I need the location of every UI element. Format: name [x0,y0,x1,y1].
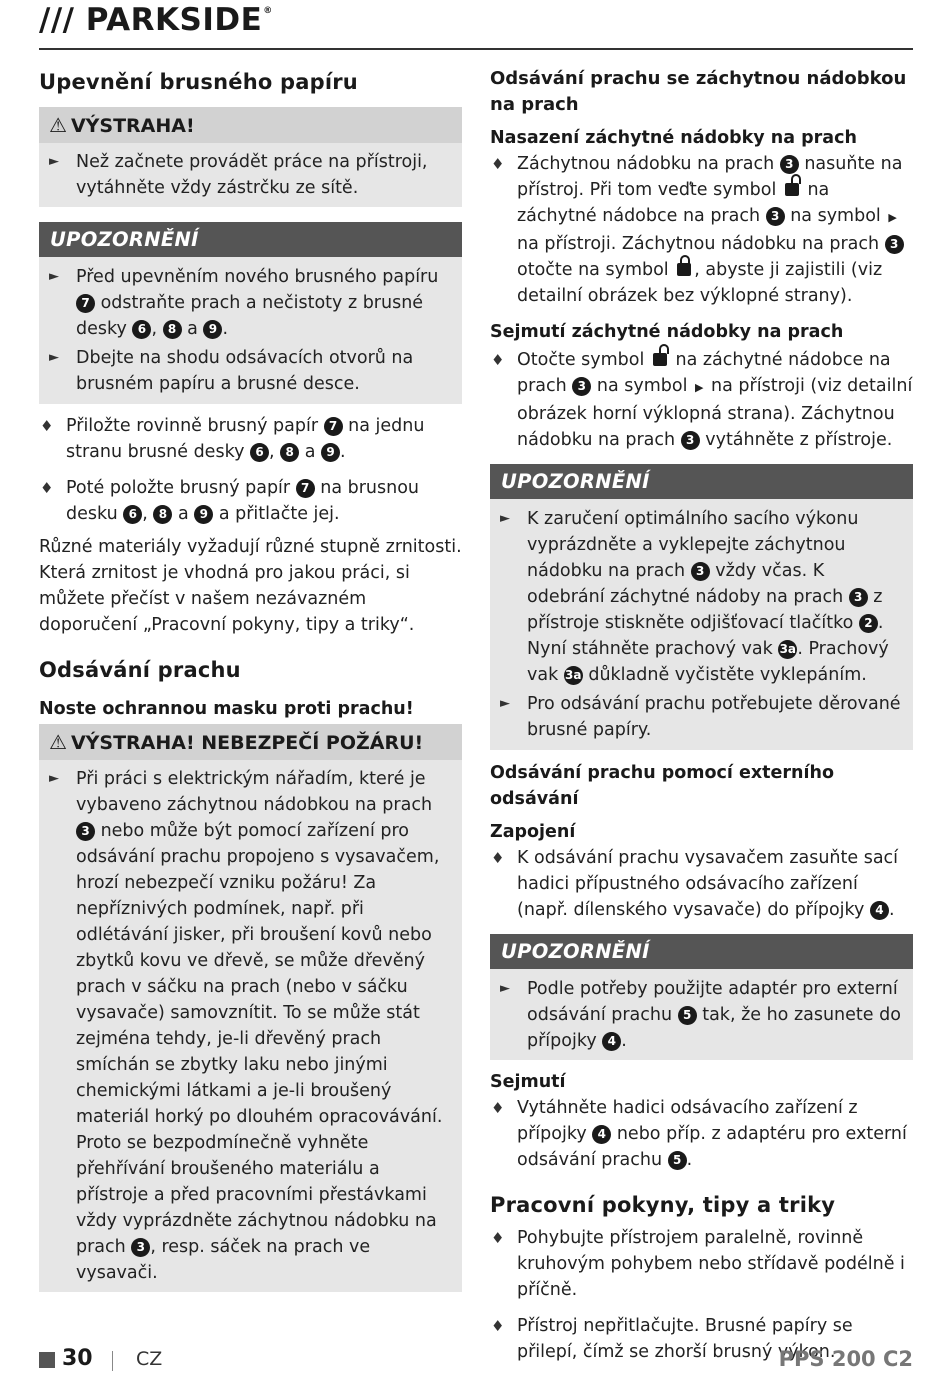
parkside-logo: /// PARKSIDE® [39,2,273,38]
heading-zapojeni: Zapojení [490,822,576,842]
note-box [490,464,913,750]
warning-icon: ⚠ [49,730,67,754]
page-footer [39,1346,913,1374]
footer-divider [112,1351,113,1371]
heading-nasazeni: Nasazení záchytné nádobky na prach [490,128,857,148]
note-title: UPOZORNĚNÍ [490,934,913,969]
note-item: ► Dbejte na shodu odsávacích otvorů na brusném papíru a brusné desce. [49,345,452,397]
heading-upevneni: Upevnění brusného papíru [39,70,358,94]
warning-icon: ⚠ [49,113,67,137]
list-item: ♦ Záchytnou nádobku na prach 3 nasuňte na přístroj. Při tom veďte symbol na záchytné nádobce na prach 3 na symbol ▶ na přístroji. Záchytnou nádobku na prach 3 otočte na symbol , abyste ji zajistili (viz detailní obrázek bez výklopné strany). [490,151,913,309]
note-item: ► Před upevněním nového brusného papíru 7 odstraňte prach a nečistoty z brusné desky 6 , 8 a 9 . [49,264,452,342]
note-item: ► Pro odsávání prachu potřebujete děrované brusné papíry. [500,691,903,743]
page-number: 30 [62,1346,93,1371]
list-item: ♦ Poté položte brusný papír 7 na brusnou desku 6 , 8 a 9 a přitlačte jej. [39,475,462,527]
note-item: ► K zaručení optimálního sacího výkonu vyprázdněte a vyklepejte záchytnou nádobku na prach 3 vždy včas. K odebrání záchytné nádoby na prach 3 z přístroje stiskněte odjišťovací tlačítko 2 . Nyní stáhněte prachový vak 3a. Prachový vak 3a důkladně vyčistěte vyklepáním. [500,506,903,688]
lock-icon [677,263,691,276]
heading-pokyny: Pracovní pokyny, tipy a triky [490,1193,836,1217]
warning-title: ⚠ VÝSTRAHA! NEBEZPEČÍ POŽÁRU! [39,724,462,760]
list-item: ♦ Přiložte rovinně brusný papír 7 na jednu stranu brusné desky 6 , 8 a 9 . [39,413,462,465]
warning-box [39,107,462,207]
heading-odsavani: Odsávání prachu [39,658,241,682]
page-header [39,0,913,50]
fire-warning-box [39,724,462,1292]
unlock-icon [653,353,667,366]
list-item: ♦ K odsávání prachu vysavačem zasuňte sací hadici přípustného odsávacího zařízení (např. dílenského vysavače) do přípojky 4 . [490,845,913,923]
list-item: ♦ Vytáhněte hadici odsávacího zařízení z přípojky 4 nebo příp. z adaptéru pro externí odsávání prachu 5 . [490,1095,913,1173]
warning-title: ⚠ VÝSTRAHA! [39,107,462,143]
heading-sejmuti: Sejmutí [490,1072,566,1092]
paragraph-zrnitost: Různé materiály vyžadují různé stupně zrnitosti. Která zrnitost je vhodná pro jakou práci, si můžete přečíst v našem nezávazném doporučení „Pracovní pokyny, tipy a triky“. [39,537,462,635]
right-column [490,66,913,1365]
note-title: UPOZORNĚNÍ [39,222,462,257]
list-item: ♦ Pohybujte přístrojem paralelně, rovinně kruhovým pohybem nebo střídavě podélně i příčně. [490,1225,913,1303]
note-box [39,222,462,404]
note-title: UPOZORNĚNÍ [490,464,913,499]
note-item: ► Podle potřeby použijte adaptér pro externí odsávání prachu 5 tak, že ho zasunete do přípojky 4 . [500,976,903,1054]
triangle-icon: ▶ [888,211,897,224]
list-item: ♦ Přístroj nepřitlačujte. Brusné papíry se přilepí, čímž se zhorší brusný výkon. [490,1313,913,1365]
heading-sejmuti-nadobky: Sejmutí záchytné nádobky na prach [490,322,844,342]
list-item: ♦ Otočte symbol na záchytné nádobce na prach 3 na symbol ▶ na přístroji (viz detailní obrázek horní výklopná strana). Záchytnou nádobku na prach 3 vytáhněte z přístroje. [490,347,913,453]
heading-externi: Odsávání prachu pomocí externího odsávání [490,763,834,809]
warning-item: ► Při práci s elektrickým nářadím, které je vybaveno záchytnou nádobkou na prach 3 nebo může být pomocí zařízení pro odsávání prachu propojeno s vysavačem, hrozí nebezpečí vzniku požáru! Za nepříznivých podmínek, např. při odlétávání jisker, při broušení kovů nebo zbytků kovu ve dřevě, se může dřevěný prach v sáčku na prach (nebo v sáčku vysavače) samovznítit. To se může stát zejména tehdy, je-li dřevěný prach smíchán se zbytky laku nebo jinými chemickými látkami a je-li broušený materiál horký po dlouhém opracovávání. Proto se bezpodmínečně vyhněte přehřívání broušeného materiálu a přístroje a před pracovními přestávkami vždy vyprázdněte záchytnou nádobku na prach 3 , resp. sáček na prach ve vysavači. [49,766,452,1286]
warning-item: ► Než začnete provádět práce na přístroji, vytáhněte vždy zástrčku ze sítě. [49,149,452,201]
left-column [39,66,462,1292]
heading-zachytna: Odsávání prachu se záchytnou nádobkou na prach [490,68,907,115]
unlock-icon [785,183,799,196]
footer-square [39,1352,55,1368]
note-box [490,934,913,1060]
triangle-icon: ▶ [695,381,704,394]
language-code: CZ [136,1348,163,1370]
heading-maska: Noste ochrannou masku proti prachu! [39,699,414,719]
model-name: PPS 200 C2 [778,1347,913,1371]
